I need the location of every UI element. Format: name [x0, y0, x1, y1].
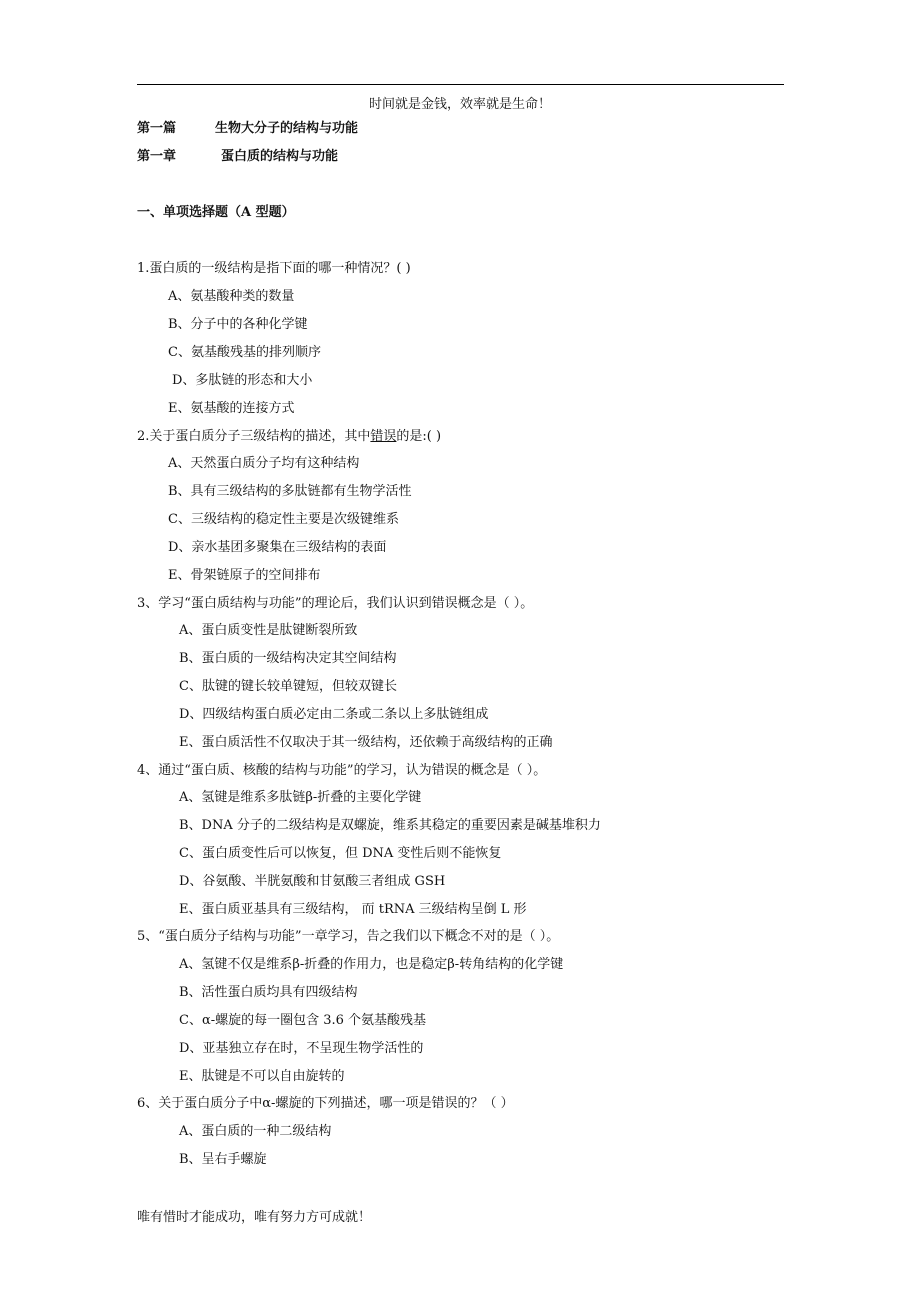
option-item: A、氨基酸种类的数量 — [168, 289, 295, 304]
option-item: E、蛋白质亚基具有三级结构， 而 tRNA 三级结构呈倒 L 形 — [179, 902, 527, 917]
option-item: D、多肽链的形态和大小 — [172, 373, 313, 388]
option-item: A、氢键是维系多肽链β-折叠的主要化学键 — [179, 790, 422, 805]
question-stem-emphasis: 错误 — [370, 429, 397, 444]
question-stem-suffix: 的是:( ) — [396, 429, 442, 444]
question-stem: 6、关于蛋白质分子中α-螺旋的下列描述，哪一项是错误的？（ ） — [137, 1096, 514, 1111]
question-stem: 4、通过“蛋白质、核酸的结构与功能”的学习，认为错误的概念是（ ）。 — [137, 763, 547, 778]
option-item: E、肽键是不可以自由旋转的 — [179, 1069, 345, 1084]
header-motto: 时间就是金钱，效率就是生命！ — [368, 97, 551, 112]
option-item: E、氨基酸的连接方式 — [168, 401, 295, 416]
question-stem: 1.蛋白质的一级结构是指下面的哪一种情况？( ) — [137, 261, 411, 276]
option-item: B、分子中的各种化学键 — [168, 317, 308, 332]
option-item: A、天然蛋白质分子均有这种结构 — [168, 456, 360, 471]
option-item: D、四级结构蛋白质必定由二条或二条以上多肽链组成 — [179, 707, 489, 722]
option-item: B、活性蛋白质均具有四级结构 — [179, 985, 358, 1000]
option-item: B、蛋白质的一级结构决定其空间结构 — [179, 651, 397, 666]
part-heading — [137, 121, 358, 137]
option-item: D、亲水基团多聚集在三级结构的表面 — [168, 540, 387, 555]
option-item: B、呈右手螺旋 — [179, 1152, 267, 1167]
option-item: C、氨基酸残基的排列顺序 — [168, 345, 321, 360]
option-item: E、骨架链原子的空间排布 — [168, 568, 321, 583]
option-item: C、蛋白质变性后可以恢复，但 DNA 变性后则不能恢复 — [179, 846, 502, 861]
chapter-title: 蛋白质的结构与功能 — [221, 149, 339, 164]
option-item: C、α-螺旋的每一圈包含 3.6 个氨基酸残基 — [179, 1013, 427, 1028]
option-item: D、亚基独立存在时，不呈现生物学活性的 — [179, 1041, 424, 1056]
question-stem: 5、“蛋白质分子结构与功能”一章学习，告之我们以下概念不对的是（ ）。 — [137, 929, 560, 944]
option-item: B、DNA 分子的二级结构是双螺旋，维系其稳定的重要因素是碱基堆积力 — [179, 818, 601, 833]
chapter-heading — [137, 149, 338, 165]
question-stem-prefix: 2.关于蛋白质分子三级结构的描述，其中 — [137, 429, 371, 444]
option-item: E、蛋白质活性不仅取决于其一级结构，还依赖于高级结构的正确 — [179, 735, 553, 750]
part-title: 生物大分子的结构与功能 — [215, 121, 359, 136]
option-item: C、肽键的键长较单键短，但较双键长 — [179, 679, 397, 694]
option-item: A、蛋白质的一种二级结构 — [179, 1124, 332, 1139]
question-stem: 3、学习“蛋白质结构与功能”的理论后，我们认识到错误概念是（ ）。 — [137, 596, 534, 611]
option-item: C、三级结构的稳定性主要是次级键维系 — [168, 512, 399, 527]
header-rule — [137, 84, 784, 85]
question-stem — [137, 429, 441, 445]
part-label: 第一篇 — [137, 121, 177, 136]
footer-motto: 唯有惜时才能成功，唯有努力方可成就！ — [137, 1210, 372, 1225]
option-item: A、氢键不仅是维系β-折叠的作用力，也是稳定β-转角结构的化学键 — [179, 957, 564, 972]
option-item: A、蛋白质变性是肽键断裂所致 — [179, 623, 358, 638]
section-title: 一、单项选择题（A 型题） — [137, 205, 295, 220]
option-item: D、谷氨酸、半胱氨酸和甘氨酸三者组成 GSH — [179, 874, 446, 889]
chapter-label: 第一章 — [137, 149, 177, 164]
option-item: B、具有三级结构的多肽链都有生物学活性 — [168, 484, 412, 499]
